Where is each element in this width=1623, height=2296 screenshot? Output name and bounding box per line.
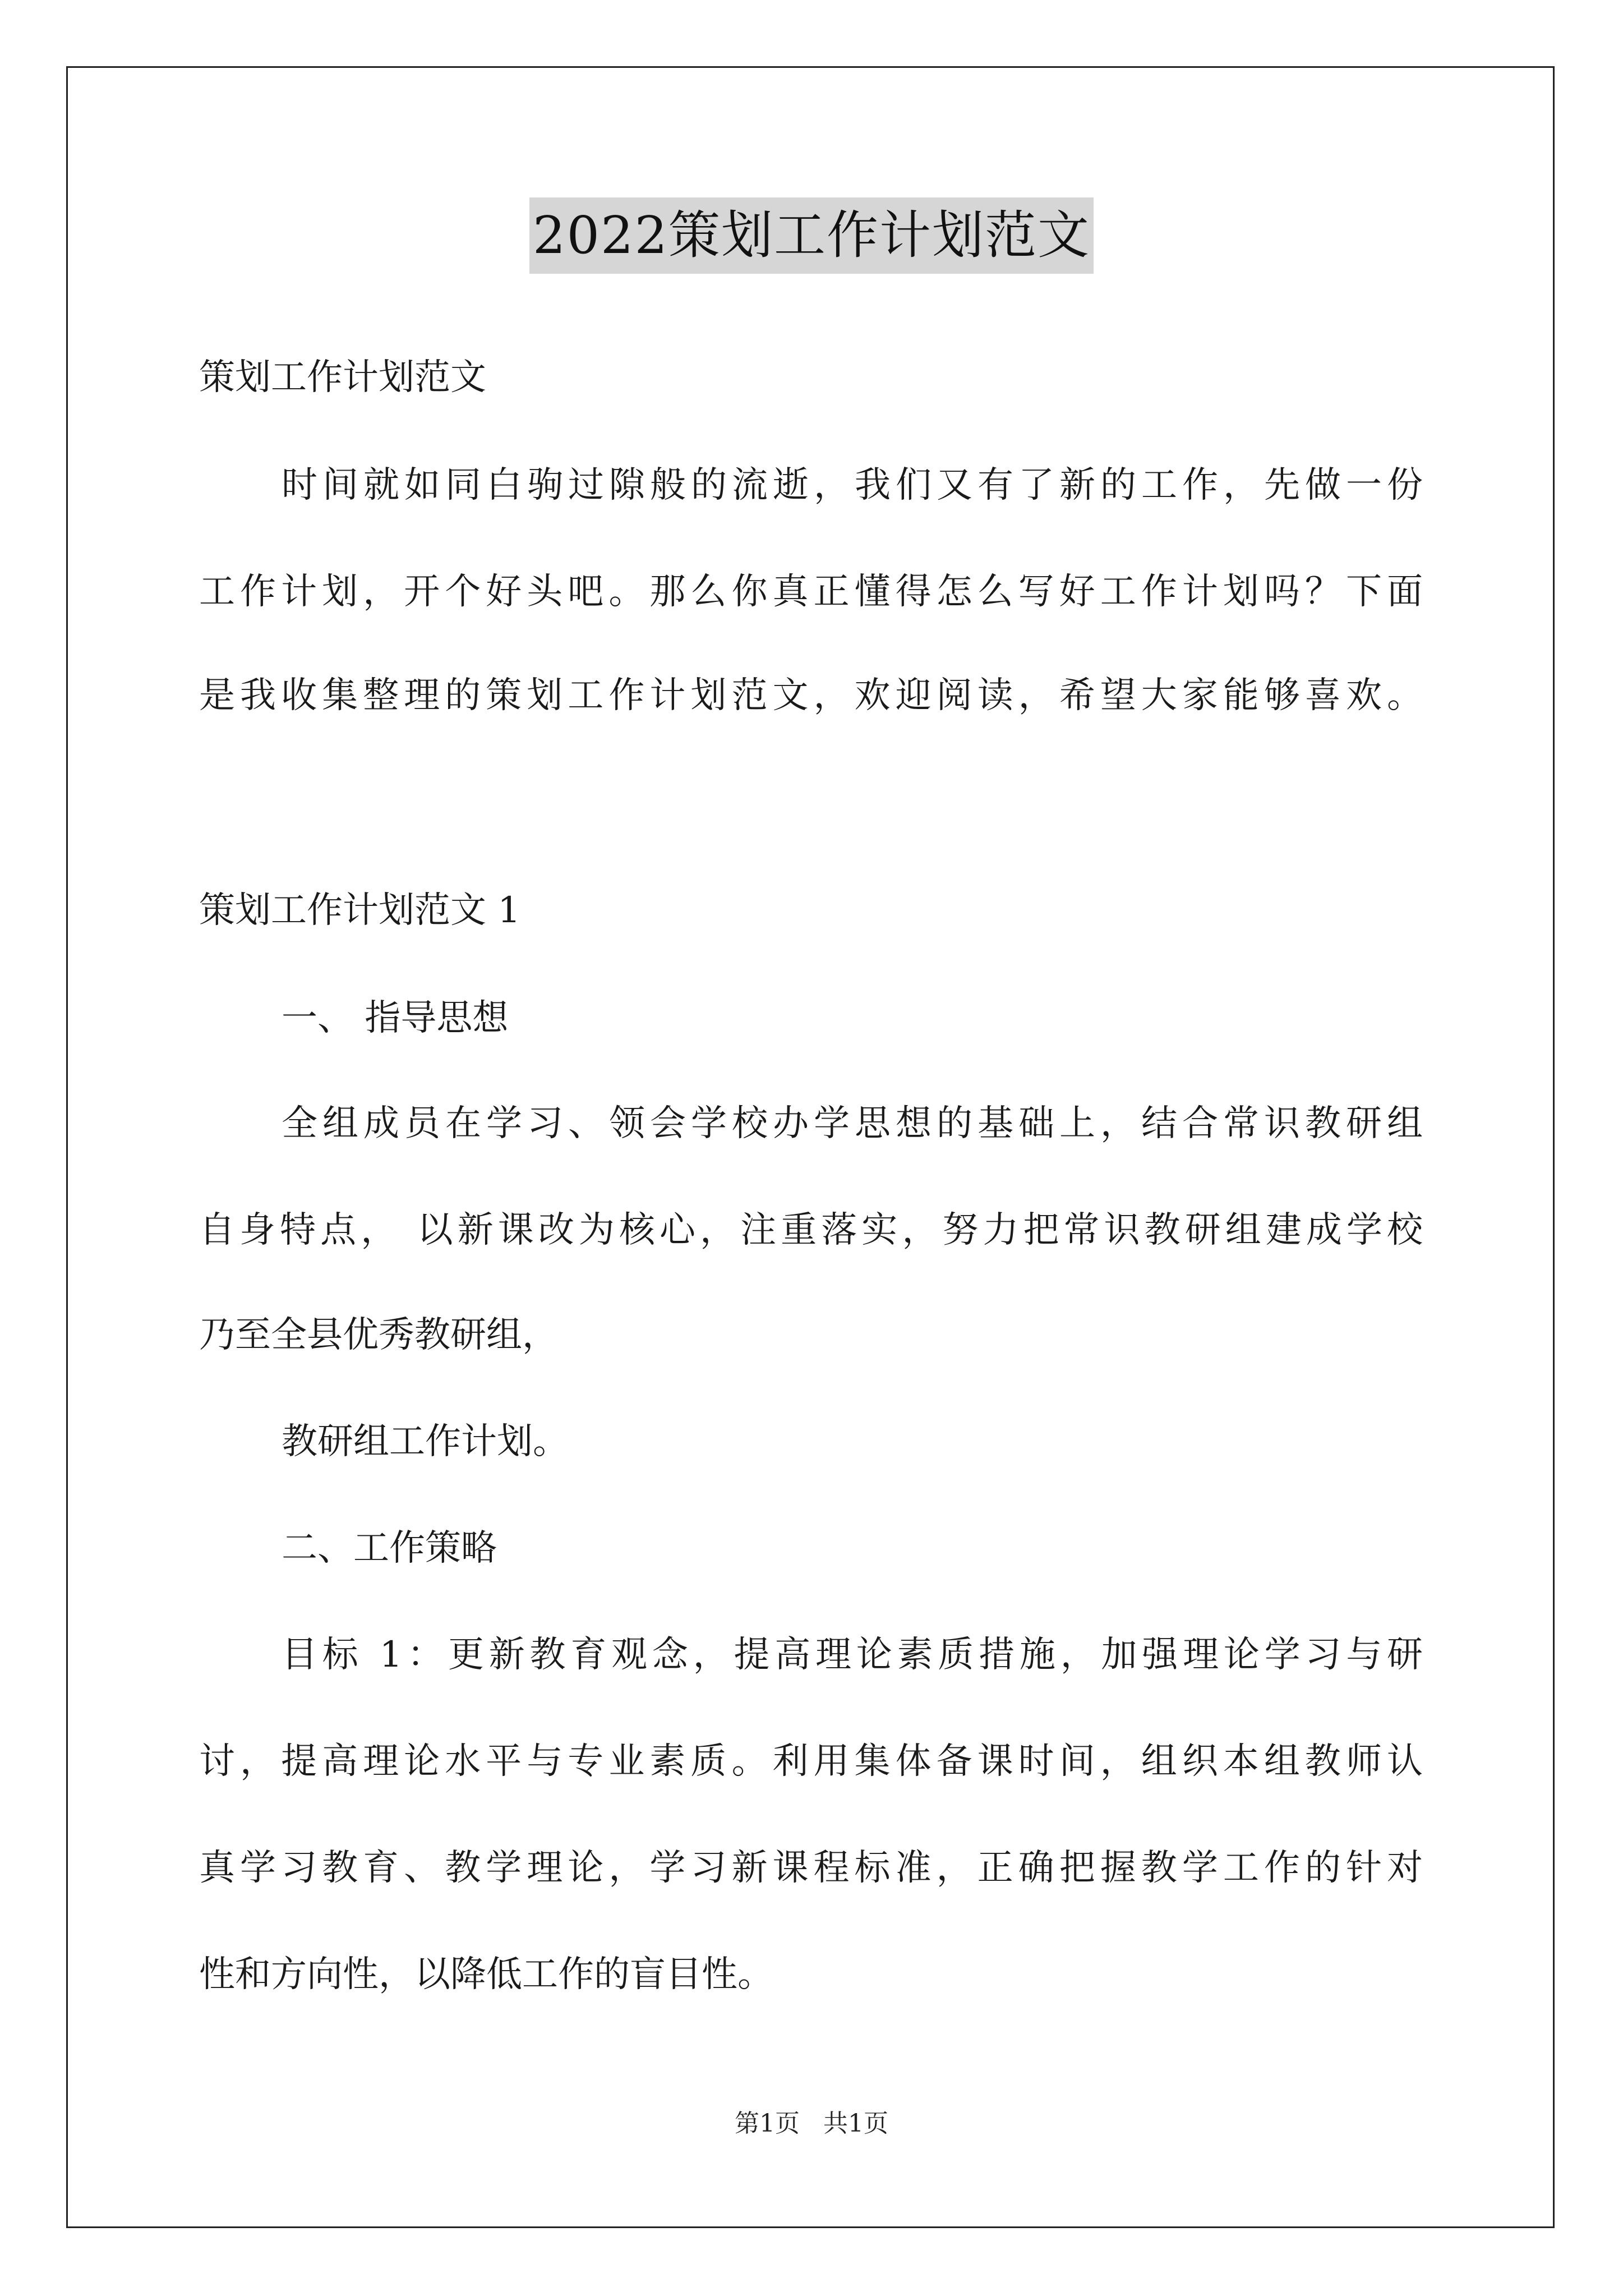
intro-line-1: 时间就如同白驹过隙般的流逝，我们又有了新的工作，先做一份 (282, 464, 1423, 506)
heading-work-strategy: 二、工作策略 (282, 1527, 497, 1569)
para-3-line-3: 真学习教育、教学理论，学习新课程标准，正确把握教学工作的针对 (199, 1847, 1423, 1889)
section-heading: 策划工作计划范文 1 (199, 890, 521, 931)
title-wrap (0, 197, 1623, 274)
para-2: 教研组工作计划。 (282, 1421, 569, 1462)
intro-line-3: 是我收集整理的策划工作计划范文，欢迎阅读，希望大家能够喜欢。 (199, 675, 1423, 716)
heading-guiding-thought: 一、 指导思想 (282, 997, 509, 1039)
para-3-line-1: 目标 1：更新教育观念，提高理论素质措施，加强理论学习与研 (282, 1634, 1423, 1676)
para-1-line-2: 自身特点， 以新课改为核心，注重落实，努力把常识教研组建成学校 (199, 1209, 1423, 1251)
para-3-line-2: 讨，提高理论水平与专业素质。利用集体备课时间，组织本组教师认 (199, 1741, 1423, 1782)
intro-line-2: 工作计划，开个好头吧。那么你真正懂得怎么写好工作计划吗？下面 (199, 571, 1423, 613)
page-footer: 第1页 共1页 (735, 2109, 888, 2138)
para-3-line-4: 性和方向性，以降低工作的盲目性。 (199, 1954, 773, 1995)
para-1-line-3: 乃至全县优秀教研组， (199, 1314, 558, 1356)
document-title: 2022策划工作计划范文 (529, 197, 1094, 274)
para-1-line-1: 全组成员在学习、领会学校办学思想的基础上，结合常识教研组 (282, 1103, 1423, 1144)
subtitle: 策划工作计划范文 (199, 357, 486, 398)
